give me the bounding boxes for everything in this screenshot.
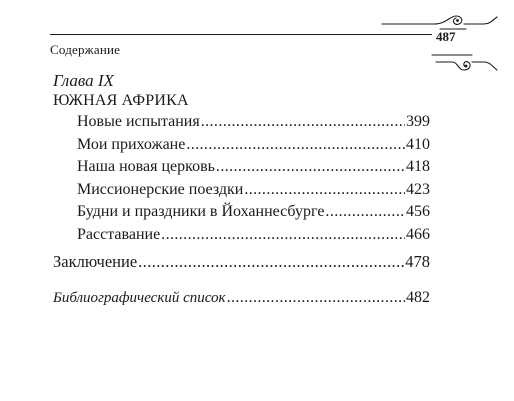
toc-entry-title: Новые испытания (77, 113, 200, 130)
toc-entry-title: Заключение (53, 251, 138, 271)
toc-entry-title: Расставание (77, 225, 161, 243)
dot-leader (161, 224, 405, 247)
toc-entry-page: 410 (406, 135, 430, 153)
chapter-label: Глава IX (53, 71, 114, 90)
toc-entry-title: Будни и праздники в Йоханнесбурге (77, 203, 325, 221)
toc-entry[interactable] (53, 201, 430, 224)
toc-entry-page: 482 (406, 289, 430, 307)
table-of-contents (53, 70, 430, 310)
toc-entry-page: 423 (406, 180, 430, 198)
dot-leader (138, 251, 404, 274)
toc-entry-page: 399 (406, 113, 430, 130)
dot-leader (216, 156, 405, 179)
toc-entry-bibliography[interactable] (53, 287, 430, 310)
toc-entry-page: 456 (406, 203, 430, 221)
dot-leader (186, 134, 405, 157)
toc-entry-title: Библиографический список (53, 290, 226, 307)
toc-entry-page: 478 (405, 251, 430, 271)
header-rule (50, 34, 432, 35)
chapter-title: ЮЖНАЯ АФРИКА (53, 92, 189, 109)
toc-entry-conclusion[interactable] (53, 251, 430, 274)
page-number: 487 (436, 29, 456, 44)
dot-leader (325, 201, 405, 224)
toc-entry[interactable] (53, 111, 430, 134)
toc-entry-page: 418 (406, 158, 430, 176)
toc-entry-page: 466 (406, 225, 430, 243)
toc-entry-title: Мои прихожане (77, 135, 186, 153)
toc-entry[interactable] (53, 179, 430, 202)
dot-leader (227, 287, 405, 310)
toc-entry[interactable] (53, 224, 430, 247)
toc-entry-title: Миссионерские поездки (77, 180, 244, 198)
dot-leader (244, 179, 405, 202)
dot-leader (201, 111, 405, 134)
toc-entry-title: Наша новая церковь (77, 158, 215, 176)
running-title: Содержание (50, 42, 121, 57)
toc-entry[interactable] (53, 134, 430, 157)
toc-entry[interactable] (53, 156, 430, 179)
